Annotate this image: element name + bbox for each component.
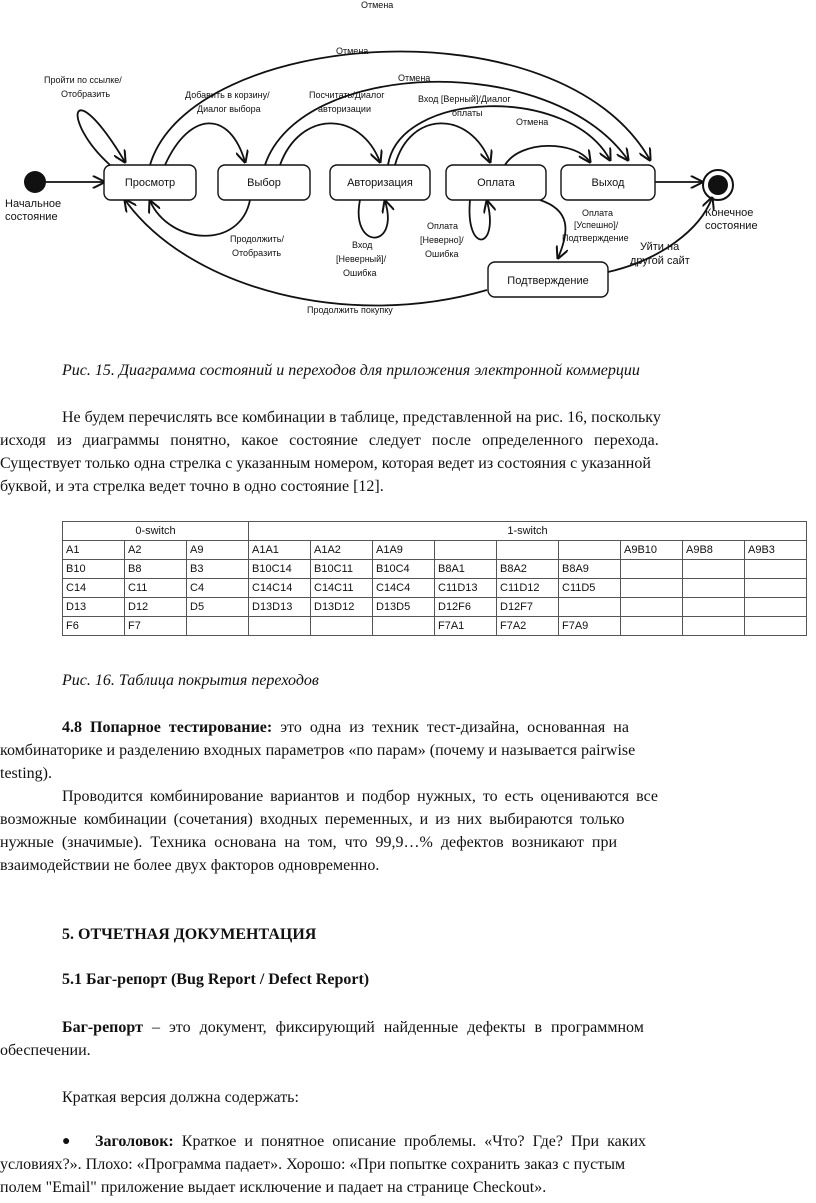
- transition-label: Добавить в корзину/: [185, 90, 270, 100]
- table-cell: A9B8: [683, 541, 745, 560]
- short-version-intro: Краткая версия должна содержать:: [62, 1089, 299, 1106]
- figure-16-caption: Рис. 16. Таблица покрытия переходов: [62, 672, 319, 689]
- transition-label: [Неверно]/: [420, 235, 464, 245]
- state-label: Выбор: [247, 177, 281, 189]
- table-cell: B8A2: [497, 560, 559, 579]
- table-cell: D12F6: [435, 598, 497, 617]
- start-label: Начальное: [5, 198, 62, 210]
- text-line: комбинаторике и разделению входных параметров «по парам» (почему и называется pairwise: [0, 742, 636, 759]
- text-line: Проводится комбинирование вариантов и подбор нужных, то есть оцениваются все: [62, 788, 658, 805]
- table-cell: [373, 617, 435, 636]
- section-4-8-title: 4.8 Попарное тестирование:: [62, 719, 273, 736]
- transition-label: Оплата: [427, 221, 458, 231]
- bullet-title-item: [0, 1130, 816, 1199]
- table-cell: C14C11: [311, 579, 373, 598]
- table-cell: C11D13: [435, 579, 497, 598]
- paragraph-transitions: [0, 406, 816, 498]
- table-cell: A1A2: [311, 541, 373, 560]
- transition-label: другой сайт: [630, 255, 690, 267]
- table-cell: D13D5: [373, 598, 435, 617]
- text-line: [0, 716, 816, 739]
- transition-label: Подтверждение: [562, 233, 629, 243]
- text-line: Существует только одна стрелка с указанным номером, которая ведет из состояния с указанной: [0, 455, 651, 472]
- table-body: [63, 541, 807, 636]
- state-label: Просмотр: [124, 177, 176, 189]
- table-cell: [497, 541, 559, 560]
- transition-label: оплаты: [452, 108, 483, 118]
- table-cell: C11D5: [559, 579, 621, 598]
- table-cell: A9B3: [745, 541, 807, 560]
- table-header-row: [63, 522, 807, 541]
- transition-coverage-table: [62, 521, 807, 636]
- table-cell: [745, 617, 807, 636]
- table-cell: B10C4: [373, 560, 435, 579]
- table-cell: [745, 579, 807, 598]
- table-cell: C14C14: [249, 579, 311, 598]
- table-cell: [621, 617, 683, 636]
- table-cell: A1A9: [373, 541, 435, 560]
- table-cell: [745, 560, 807, 579]
- table-cell: [621, 598, 683, 617]
- transition-label: Отмена: [336, 46, 369, 56]
- text-line: взаимодействии не более двух факторов одновременно.: [0, 857, 380, 874]
- table-cell: C4: [187, 579, 249, 598]
- transition-label: Вход [Верный]/Диалог: [418, 94, 511, 104]
- state-label: Выход: [591, 177, 625, 189]
- table-cell: A1A1: [249, 541, 311, 560]
- table-cell: F7A1: [435, 617, 497, 636]
- table-cell: D12: [125, 598, 187, 617]
- text-line: testing).: [0, 765, 52, 782]
- section-4-8: [0, 716, 816, 877]
- table-cell: F7A9: [559, 617, 621, 636]
- table-cell: [683, 579, 745, 598]
- table-cell: [249, 617, 311, 636]
- table-row: [63, 560, 807, 579]
- table-cell: B8A1: [435, 560, 497, 579]
- term-bug-report: Баг-репорт: [62, 1019, 143, 1036]
- section-5-1-heading: 5.1 Баг-репорт (Bug Report / Defect Report): [62, 971, 370, 988]
- text-line: буквой, и эта стрелка ведет точно в одно состояние [12].: [0, 478, 384, 495]
- table-cell: A2: [125, 541, 187, 560]
- state-transition-diagram: [0, 0, 816, 330]
- table-cell: D13: [63, 598, 125, 617]
- table-cell: [559, 541, 621, 560]
- table-cell: C14: [63, 579, 125, 598]
- text-span: Краткое и понятное описание проблемы. «Что? Где? При каких: [173, 1133, 647, 1150]
- transition-label: Отмена: [516, 117, 549, 127]
- figure-15-caption: Рис. 15. Диаграмма состояний и переходов для приложения электронной коммерции: [62, 362, 640, 379]
- table-cell: D13D13: [249, 598, 311, 617]
- table-header-cell: 0-switch: [63, 522, 249, 541]
- table-cell: D5: [187, 598, 249, 617]
- text-line: обеспечении.: [0, 1042, 91, 1059]
- table-cell: B10C11: [311, 560, 373, 579]
- table-row: [63, 598, 807, 617]
- transition-label: Продолжить покупку: [307, 305, 393, 315]
- start-label: состояние: [5, 211, 58, 223]
- text-line: нужные (значимые). Техника основана на том, что 99,9…% дефектов возникают при: [0, 834, 617, 851]
- text-line: исходя из диаграммы понятно, какое состояние следует после определенного перехода.: [0, 432, 659, 449]
- start-node: [24, 171, 46, 193]
- table-cell: A9B10: [621, 541, 683, 560]
- end-label: Конечное: [705, 207, 754, 219]
- table-row: [63, 579, 807, 598]
- table-cell: [621, 579, 683, 598]
- text-line: полем "Email" приложение выдает исключение и падает на странице Checkout».: [0, 1179, 547, 1196]
- table-cell: A9: [187, 541, 249, 560]
- table-cell: F7: [125, 617, 187, 636]
- term-title: Заголовок:: [95, 1133, 174, 1150]
- transition-label: Продолжить/: [230, 234, 284, 244]
- table-cell: F6: [63, 617, 125, 636]
- text-line: условиях?». Плохо: «Программа падает». Хорошо: «При попытке сохранить заказ с пустым: [0, 1156, 626, 1173]
- table-cell: [311, 617, 373, 636]
- table-cell: [745, 598, 807, 617]
- table-cell: C11D12: [497, 579, 559, 598]
- transition-label: [Неверный]/: [336, 254, 387, 264]
- state-label: Оплата: [477, 177, 515, 189]
- table-cell: B8: [125, 560, 187, 579]
- text-line: Не будем перечислять все комбинации в таблице, представленной на рис. 16, поскольку: [62, 409, 661, 426]
- state-label: Авторизация: [347, 177, 413, 189]
- text-line: [0, 1130, 816, 1153]
- transition-label: Отобразить: [232, 248, 282, 258]
- table-row: [63, 541, 807, 560]
- table-cell: D12F7: [497, 598, 559, 617]
- bug-report-definition: [0, 1016, 816, 1062]
- table-cell: B3: [187, 560, 249, 579]
- table-row: [63, 617, 807, 636]
- transition-label: Отмена: [361, 0, 394, 10]
- table-cell: B8A9: [559, 560, 621, 579]
- state-label: Подтверждение: [507, 275, 589, 287]
- transition-label: авторизации: [318, 104, 371, 114]
- transition-label: Вход: [352, 240, 373, 250]
- table-cell: [621, 560, 683, 579]
- transition-label: Уйти на: [640, 241, 680, 253]
- table-cell: B10C14: [249, 560, 311, 579]
- table-cell: F7A2: [497, 617, 559, 636]
- transition-label: Ошибка: [425, 249, 459, 259]
- table-cell: A1: [63, 541, 125, 560]
- text-line: [0, 1016, 816, 1039]
- end-label: состояние: [705, 220, 758, 232]
- table-cell: C11: [125, 579, 187, 598]
- table-cell: [187, 617, 249, 636]
- transition-label: Оплата: [582, 208, 613, 218]
- table-cell: D13D12: [311, 598, 373, 617]
- transition-label: Ошибка: [343, 268, 377, 278]
- table-cell: [559, 598, 621, 617]
- table-cell: C14C4: [373, 579, 435, 598]
- text-span: – это документ, фиксирующий найденные дефекты в программном: [142, 1019, 644, 1036]
- table-cell: B10: [63, 560, 125, 579]
- table-header-cell: 1-switch: [249, 522, 807, 541]
- text-span: это одна из техник тест-дизайна, основанная на: [280, 719, 629, 736]
- transition-label: Пройти по ссылке/: [44, 75, 122, 85]
- transition-label: Диалог выбора: [197, 104, 261, 114]
- transition-label: Отобразить: [61, 89, 111, 99]
- table-cell: [683, 560, 745, 579]
- table-cell: [683, 598, 745, 617]
- table-cell: [683, 617, 745, 636]
- bullet-dot: ●: [62, 1134, 71, 1149]
- section-5-heading: 5. ОТЧЕТНАЯ ДОКУМЕНТАЦИЯ: [62, 926, 317, 943]
- text-line: возможные комбинации (сочетания) входных переменных, и из них выбираются только: [0, 811, 625, 828]
- transition-label: Посчитать/Диалог: [309, 90, 385, 100]
- table-cell: [435, 541, 497, 560]
- transition-label: Отмена: [398, 73, 431, 83]
- transition-label: [Успешно]/: [574, 220, 619, 230]
